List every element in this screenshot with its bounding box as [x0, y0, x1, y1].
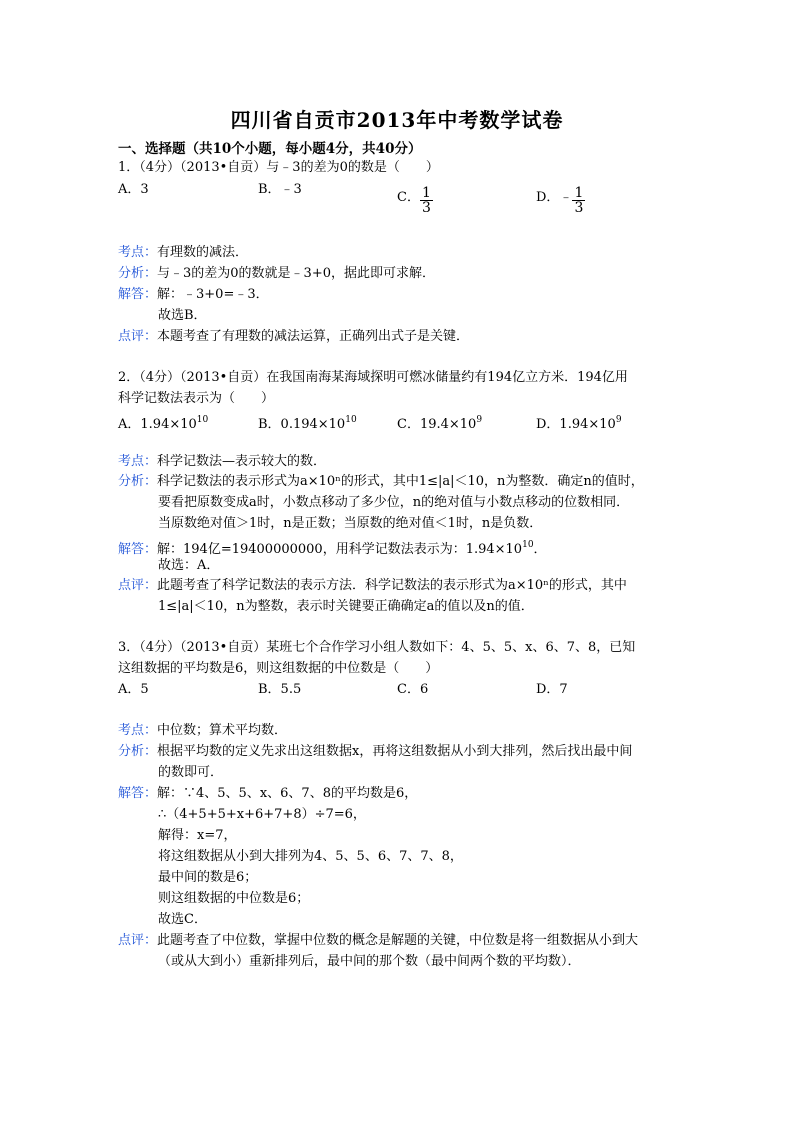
q2-jieda: 解答：解：194亿=19400000000，用科学记数法表示为：$1.94\times 10^{10}$． — [118, 540, 547, 557]
q2-jieda-choice: 故选：A． — [158, 558, 220, 573]
q1-jieda-choice: 故选B． — [158, 308, 207, 323]
q3-option-a: A．5 — [118, 682, 149, 697]
q3-jieda-line4: 将这组数据从小到大排列为4、5、5、6、7、7、8， — [158, 849, 463, 864]
q1-option-d: D．﹣ $\frac{1}{3}$ — [536, 185, 584, 216]
q1-option-b: B．﹣3 — [258, 182, 302, 197]
q3-fenxi: 分析：根据平均数的定义先求出这组数据x，再将这组数据从小到大排列，然后找出最中间 — [118, 744, 633, 759]
q1-d-fraction: $\frac{1}{3}$ — [574, 185, 584, 216]
q2-dianping-line2: 1≤|a|＜10，n为整数，表示时关键要正确确定a的值以及n的值． — [158, 599, 534, 614]
page-title: 四川省自贡市2013年中考数学试卷 — [230, 108, 564, 132]
q3-jieda-line6: 则这组数据的中位数是6； — [158, 891, 310, 906]
q3-jieda-line7: 故选C． — [158, 912, 207, 927]
q3-stem-line2: 这组数据的平均数是6，则这组数据的中位数是（ ） — [118, 661, 439, 676]
q1-option-a: A．3 — [118, 182, 149, 197]
q2-stem-line1: 2．（4分）（2013•自贡）在我国南海某海域探明可燃冰储量约有194亿立方米．194亿用 — [118, 370, 628, 385]
q2-fenxi-line3: 当原数绝对值＞1时，n是正数；当原数的绝对值＜1时，n是负数． — [158, 516, 543, 531]
q3-option-c: C．6 — [397, 682, 429, 697]
q1-kaodian: 考点：有理数的减法． — [118, 245, 249, 260]
q1-fenxi: 分析：与﹣3的差为0的数就是﹣3+0，据此即可求解． — [118, 266, 435, 281]
q2-kaodian: 考点：科学记数法—表示较大的数． — [118, 454, 327, 469]
q3-dianping: 点评：此题考查了中位数，掌握中位数的概念是解题的关键，中位数是将一组数据从小到大 — [118, 933, 639, 948]
q1-c-fraction: $\frac{1}{3}$ — [421, 185, 431, 216]
q2-option-c: C．$19.4\times 10^9$ — [397, 415, 483, 432]
q2-fenxi: 分析：科学记数法的表示形式为a×10ⁿ的形式，其中1≤|a|＜10，n为整数．确定n的值时， — [118, 474, 644, 489]
q1-stem: 1．（4分）（2013•自贡）与﹣3的差为0的数是（ ） — [118, 160, 439, 175]
q3-jieda-line5: 最中间的数是6； — [158, 870, 258, 885]
q2-option-b: B．$0.194\times 10^{10}$ — [258, 415, 357, 432]
q2-stem-line2: 科学记数法表示为（ ） — [118, 391, 275, 406]
q1-dianping: 点评：本题考查了有理数的减法运算，正确列出式子是关键． — [118, 329, 470, 344]
q3-jieda-line2: ∴（4+5+5+x+6+7+8）÷7=6， — [158, 807, 366, 822]
q2-option-a: A．$1.94\times 10^{10}$ — [118, 415, 209, 432]
q3-kaodian: 考点：中位数；算术平均数． — [118, 723, 288, 738]
q3-jieda-line3: 解得：x=7， — [158, 828, 237, 843]
q2-option-d: D．$1.94\times 10^9$ — [536, 415, 622, 432]
section-heading: 一、选择题（共10个小题，每小题4分，共40分） — [118, 141, 422, 157]
q3-jieda: 解答：解：∵4、5、5、x、6、7、8的平均数是6， — [118, 786, 418, 801]
q3-dianping-line2: （或从大到小）重新排列后，最中间的那个数（最中间两个数的平均数）． — [158, 954, 581, 969]
q3-option-b: B．5.5 — [258, 682, 302, 697]
q3-stem-line1: 3．（4分）（2013•自贡）某班七个合作学习小组人数如下：4、5、5、x、6、7、8，已知 — [118, 640, 636, 655]
q3-fenxi-line2: 的数即可． — [158, 765, 224, 780]
q1-option-c: C． $\frac{1}{3}$ — [397, 185, 431, 216]
q2-dianping: 点评：此题考查了科学记数法的表示方法．科学记数法的表示形式为a×10ⁿ的形式，其中 — [118, 578, 627, 593]
q2-fenxi-line2: 要看把原数变成a时，小数点移动了多少位，n的绝对值与小数点移动的位数相同． — [158, 495, 630, 510]
q3-option-d: D．7 — [536, 682, 568, 697]
q1-jieda: 解答：解：﹣3+0=﹣3． — [118, 287, 269, 302]
